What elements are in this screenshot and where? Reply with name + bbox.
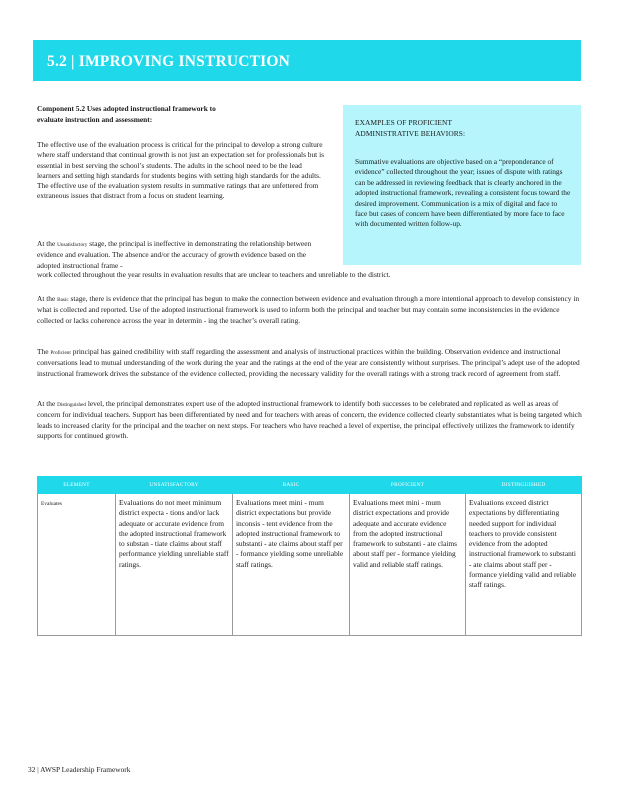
component-heading xyxy=(37,103,337,125)
unsat-prefix: At the xyxy=(37,239,56,248)
header-basic: BASIC xyxy=(233,477,350,494)
basic-text: stage, there is evidence that the principal has begun to make the connection between evidence and evaluation through a more intentional approach to develop consistency in what is collected and reported. Use of the adopted instructional framework is used to inform both the principal and teacher but may contain some inconsistencies in the evidence collected or lacks coherence across the year in determin - ing the teacher’s overall rating. xyxy=(37,294,580,325)
callout-body: Summative evaluations are objective based on a “preponderance of evidence” collected throughout the year; issues of dispute with ratings can be addressed in reviewing feedback that is clearly anchored in the adopted instructional framework, revealing a consistent focus toward the desired improvement. Communication is a mix of digital and face to face but cases of concern have been differentiated by more face to face with documented written follow-up. xyxy=(355,157,571,229)
basic-prefix: At the xyxy=(37,294,56,303)
unsat-level-label: Unsatisfactory xyxy=(57,242,88,248)
basic-paragraph xyxy=(37,294,582,326)
proficient-behaviors-callout xyxy=(343,105,581,265)
cell-unsatisfactory: Evaluations do not meet minimum district expecta - tions and/or lack adequate or accurate evidence from the adopted instructional framework to substan - tiate claims about staff performance yielding unreliable staff ratings. xyxy=(116,494,233,636)
distinguished-paragraph xyxy=(37,399,582,441)
callout-title-line1: EXAMPLES OF PROFICIENT xyxy=(355,118,453,127)
dist-prefix: At the xyxy=(37,399,56,408)
unsatisfactory-paragraph-continued: work collected throughout the year results in evaluation results that are unclear to teachers and unreliable to the district. xyxy=(37,270,391,279)
unsatisfactory-paragraph xyxy=(37,239,324,271)
proficient-paragraph xyxy=(37,347,582,379)
table-row xyxy=(38,494,582,636)
intro-paragraph: The effective use of the evaluation process is critical for the principal to develop a strong culture where staff understand that continual growth is not just an expectation set for professionals but is essential in best serving the school’s students. The adults in the school need to be the lead learners and setting high standards for students begins with setting high standards for the adults. The effective use of the evaluation system results in summative ratings that are unfettered from extraneous issues that distract from a focus on student learning. xyxy=(37,140,325,201)
prof-prefix: The xyxy=(37,347,49,356)
dist-level-label: Distinguished xyxy=(57,402,86,408)
cell-basic: Evaluations meet mini - mum district expectations but provide inconsis - tent evidence from the adopted instructional framework to substanti - ate claims about staff per - formance yielding some unreliable staff ratings. xyxy=(233,494,350,636)
component-heading-line1: Component 5.2 Uses adopted instructional framework to xyxy=(37,104,216,113)
section-title: 5.2 | IMPROVING INSTRUCTION xyxy=(47,53,291,70)
basic-level-label: Basic xyxy=(57,297,69,303)
page-footer: 32 | AWSP Leadership Framework xyxy=(28,765,131,774)
dist-text: level, the principal demonstrates expert use of the adopted instructional framework to identify both successes to be celebrated and replicated as well as areas of concern for individual teachers. Support has been differentiated by need and for teachers with areas of concern, the evidence collected clearly substantiates what is being targeted which leads to increased clarity for the principal and the teacher on next steps. For teachers who have reached a level of expertise, the principal effectively utilizes the framework to identify supports for continued growth. xyxy=(37,399,582,440)
callout-title xyxy=(355,117,571,139)
rubric-table xyxy=(37,476,582,636)
prof-level-label: Proficient xyxy=(50,350,71,356)
callout-title-line2: ADMINISTRATIVE BEHAVIORS: xyxy=(355,129,466,138)
header-proficient: PROFICIENT xyxy=(350,477,466,494)
cell-proficient: Evaluations meet mini - mum district expectations and provide adequate and accurate evidence from the adopted instructional framework to substanti - ate claims about staff per - formance yielding valid and reliable staff ratings. xyxy=(350,494,466,636)
section-banner xyxy=(33,40,581,81)
component-heading-line2: evaluate instruction and assessment: xyxy=(37,115,153,124)
unsat-text: stage, the principal is ineffective in demonstrating the relationship between evidence and evaluation. The absence and/or the accuracy of growth evidence based on the adopted instructional frame - xyxy=(37,239,312,270)
prof-text: principal has gained credibility with staff regarding the assessment and analysis of instructional practices within the building. Observation evidence and instructional conversations lead to mutual understanding of the work during the year and the ratings at the end of the year are consistently without surprises. The principal’s adept use of the adopted instructional framework drives the substance of the evidence collected, providing the necessary validity for the overall ratings with a strong track record of agreement from staff. xyxy=(37,347,580,378)
header-distinguished: DISTINGUISHED xyxy=(466,477,582,494)
header-unsatisfactory: UNSATISFACTORY xyxy=(116,477,233,494)
cell-element: Evaluates xyxy=(38,494,116,636)
header-element: ELEMENT xyxy=(38,477,116,494)
rubric-header-row xyxy=(38,477,582,494)
cell-distinguished: Evaluations exceed district expectations by differentiating needed support for individual teachers to provide consistent evidence from the adopted instructional framework to substanti - ate claims about staff per - formance yielding valid and reliable staff ratings. xyxy=(466,494,582,636)
